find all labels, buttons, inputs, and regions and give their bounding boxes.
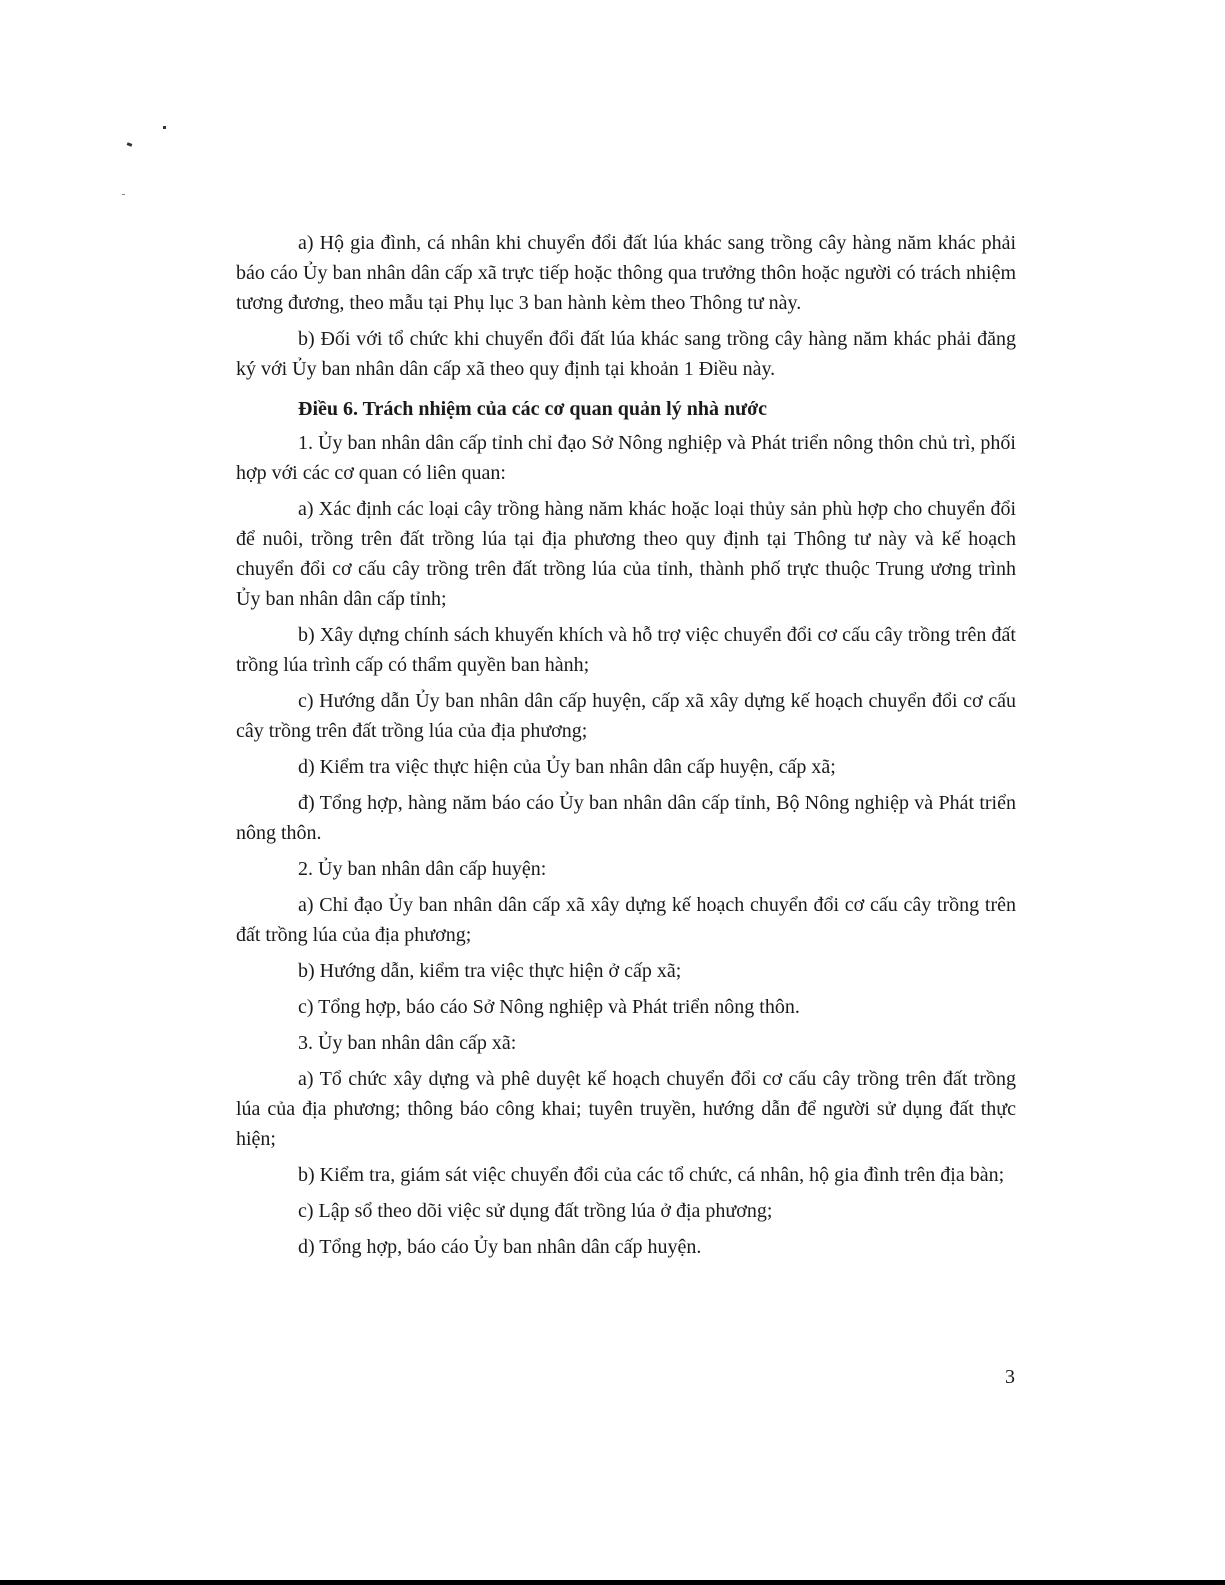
paragraph-commune-item-b: b) Kiểm tra, giám sát việc chuyển đổi của các tổ chức, cá nhân, hộ gia đình trên địa bàn; [298,1164,1005,1186]
scan-bottom-edge [0,1580,1225,1585]
scan-speck [122,194,125,195]
paragraph-item-c: c) Hướng dẫn Ủy ban nhân dân cấp huyện, cấp xã xây dựng kế hoạch chuyển đổi cơ cấu cây trồng trên đất trồng lúa của địa phương; [236,690,1016,742]
scan-speck [163,126,166,129]
paragraph-item-dd: đ) Tổng hợp, hàng năm báo cáo Ủy ban nhân dân cấp tỉnh, Bộ Nông nghiệp và Phát triển nông thôn. [236,792,1016,844]
paragraph-provincial-committee: 1. Ủy ban nhân dân cấp tỉnh chỉ đạo Sở Nông nghiệp và Phát triển nông thôn chủ trì, phối hợp với các cơ quan có liên quan: [236,432,1016,484]
paragraph-district-item-a: a) Chỉ đạo Ủy ban nhân dân cấp xã xây dựng kế hoạch chuyển đổi cơ cấu cây trồng trên đất trồng lúa của địa phương; [236,894,1016,946]
paragraph-item-a: a) Xác định các loại cây trồng hàng năm khác hoặc loại thủy sản phù hợp cho chuyển đổi để nuôi, trồng trên đất trồng lúa tại địa phương theo quy định tại Thông tư này và kế hoạch chuyển đổi cơ cấu cây trồng trên đất trồng lúa của tỉnh, thành phố trực thuộc Trung ương trình Ủy ban nhân dân cấp tỉnh; [236,498,1016,610]
paragraph-organization-register: b) Đối với tổ chức khi chuyển đổi đất lúa khác sang trồng cây hàng năm khác phải đăng ký với Ủy ban nhân dân cấp xã theo quy định tại khoản 1 Điều này. [236,328,1016,380]
paragraph-item-d: d) Kiểm tra việc thực hiện của Ủy ban nhân dân cấp huyện, cấp xã; [298,756,836,778]
paragraph-item-b: b) Xây dựng chính sách khuyến khích và hỗ trợ việc chuyển đổi cơ cấu cây trồng trên đất trồng lúa trình cấp có thẩm quyền ban hành; [236,624,1016,676]
page-number: 3 [1005,1366,1015,1388]
scan-speck [127,142,133,147]
paragraph-household-report: a) Hộ gia đình, cá nhân khi chuyển đổi đất lúa khác sang trồng cây hàng năm khác phải báo cáo Ủy ban nhân dân cấp xã trực tiếp hoặc thông qua trưởng thôn hoặc người có trách nhiệm tương đương, theo mẫu tại Phụ lục 3 ban hành kèm theo Thông tư này. [236,232,1016,314]
paragraph-commune-item-d: d) Tổng hợp, báo cáo Ủy ban nhân dân cấp huyện. [298,1236,702,1258]
article-6-heading: Điều 6. Trách nhiệm của các cơ quan quản lý nhà nước [298,398,768,420]
paragraph-district-committee: 2. Ủy ban nhân dân cấp huyện: [298,858,547,880]
paragraph-commune-item-c: c) Lập sổ theo dõi việc sử dụng đất trồng lúa ở địa phương; [298,1200,773,1222]
paragraph-district-item-b: b) Hướng dẫn, kiểm tra việc thực hiện ở cấp xã; [298,960,682,982]
document-body [236,228,1016,1268]
paragraph-commune-committee: 3. Ủy ban nhân dân cấp xã: [298,1032,517,1054]
paragraph-district-item-c: c) Tổng hợp, báo cáo Sở Nông nghiệp và Phát triển nông thôn. [298,996,800,1018]
paragraph-commune-item-a: a) Tổ chức xây dựng và phê duyệt kế hoạch chuyển đổi cơ cấu cây trồng trên đất trồng lúa của địa phương; thông báo công khai; tuyên truyền, hướng dẫn để người sử dụng đất thực hiện; [236,1068,1016,1150]
